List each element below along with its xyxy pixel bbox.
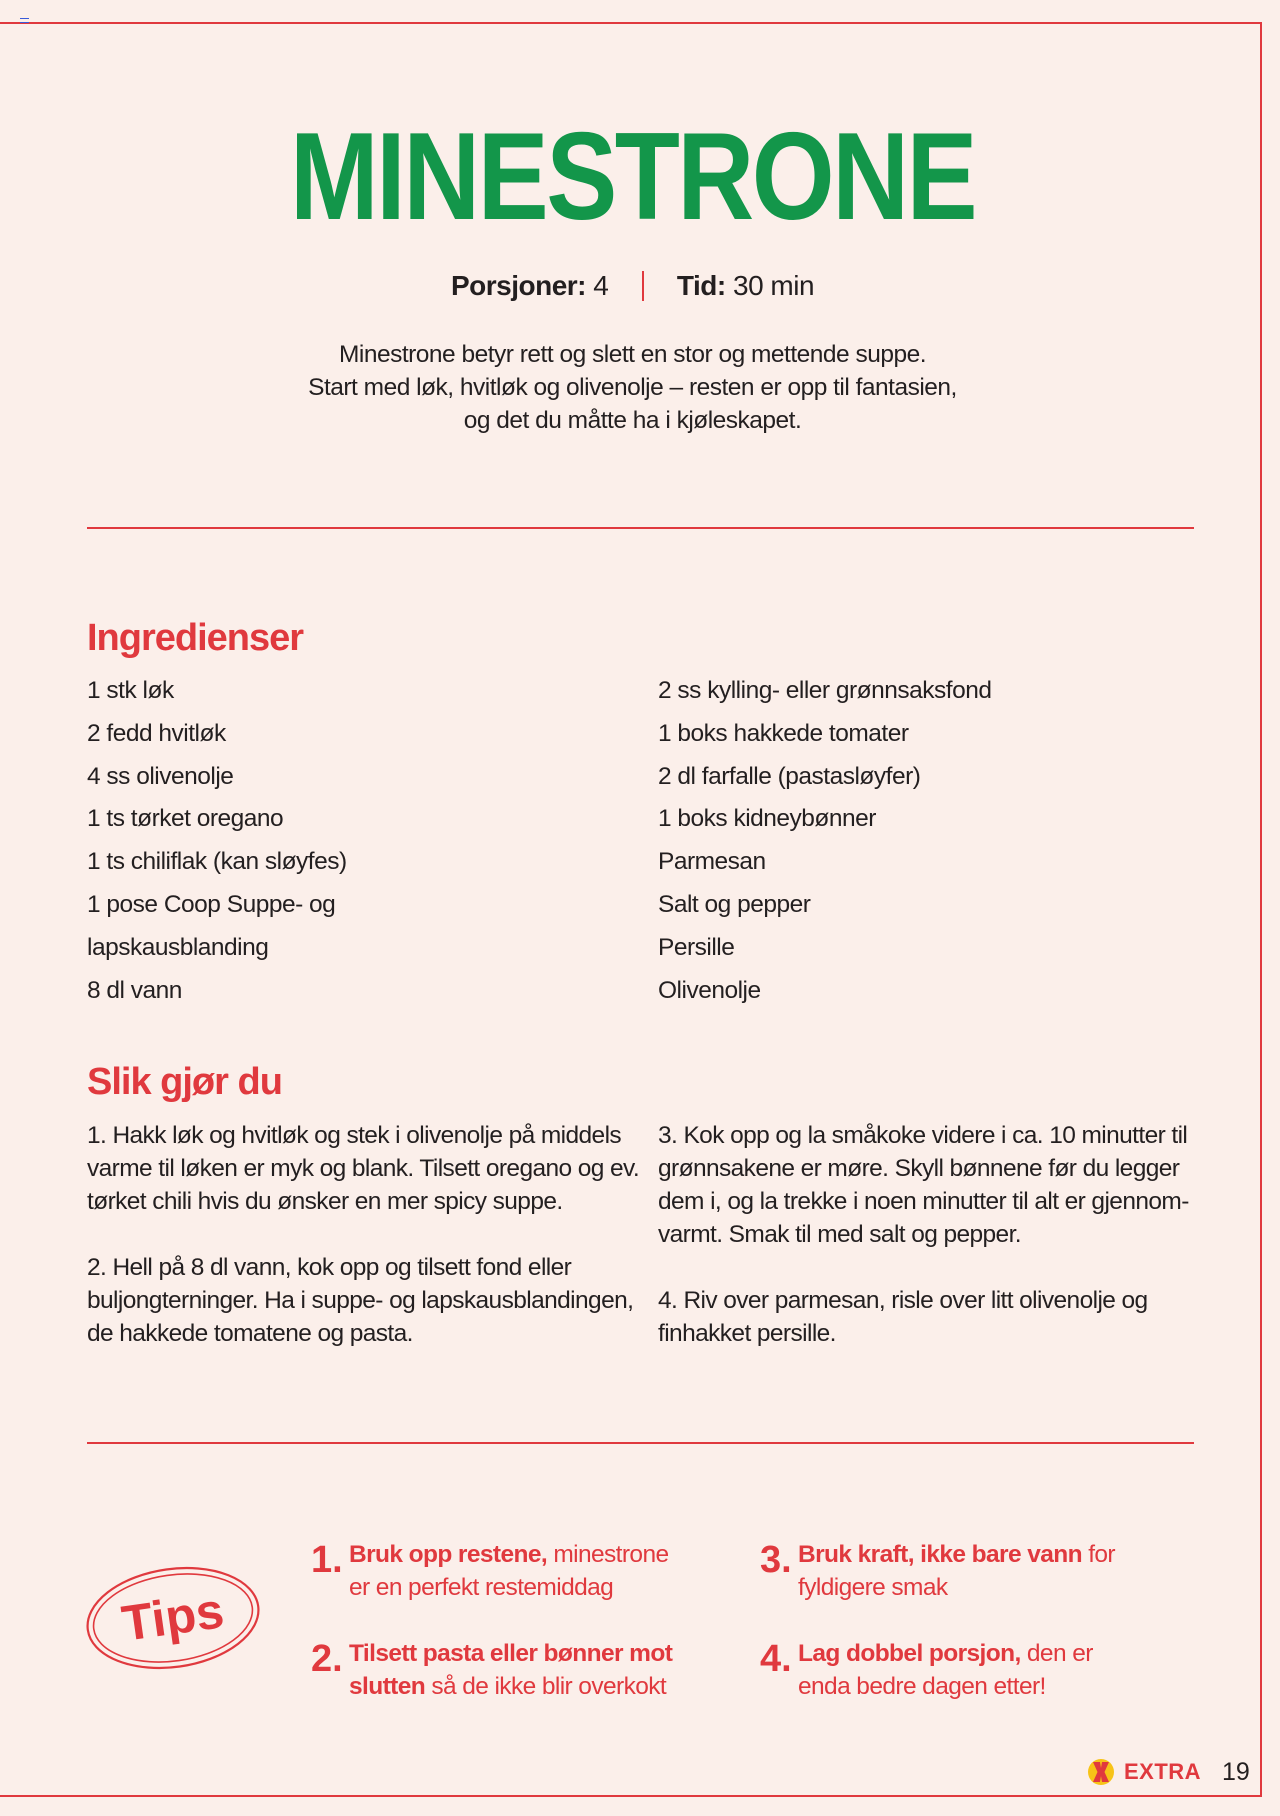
ingredient-item: Olivenolje <box>658 976 761 1004</box>
tip-rest: for fyldigere smak <box>798 1541 1115 1601</box>
ingredient-item: 8 dl vann <box>87 976 182 1004</box>
time-value: 30 min <box>733 270 815 301</box>
ingredient-item: lapskausblanding <box>87 933 269 961</box>
tip-text <box>349 1637 679 1703</box>
tip-number: 1. <box>311 1539 343 1581</box>
tips-badge <box>84 1562 262 1674</box>
tips-badge-label: Tips <box>118 1582 228 1652</box>
intro-line: og det du måtte ha i kjøleskapet. <box>463 407 802 434</box>
tip-rest: minestrone er en perfekt restemiddag <box>349 1541 669 1601</box>
tip-rest: så de ikke blir overkokt <box>425 1673 667 1700</box>
time-label: Tid: <box>676 270 726 301</box>
step-line: varmt. Smak til med salt og pepper. <box>658 1221 1021 1248</box>
step-line: 4. Riv over parmesan, risle over litt olivenolje og <box>658 1287 1148 1314</box>
tip-bold: Bruk opp restene, <box>349 1541 548 1568</box>
method-step-1 <box>87 1119 647 1218</box>
ingredient-item: 2 fedd hvitløk <box>87 719 226 747</box>
step-line: 1. Hakk løk og hvitløk og stek i olivenolje på middels <box>87 1122 622 1149</box>
ingredient-item: 1 ts tørket oregano <box>87 805 284 833</box>
method-step-3 <box>658 1119 1218 1251</box>
ingredient-item: 1 stk løk <box>87 677 174 704</box>
ingredients-list-right <box>658 670 991 1012</box>
ingredient-item: 1 ts chiliflak (kan sløyfes) <box>87 848 347 876</box>
ingredient-item: 1 boks hakkede tomater <box>658 719 909 747</box>
tip-bold: Tilsett pasta eller bønner mot slutten <box>349 1640 673 1700</box>
ingredient-item: 4 ss olivenolje <box>87 762 234 790</box>
tip-number: 4. <box>760 1638 792 1680</box>
recipe-title: MINESTRONE <box>289 108 976 246</box>
intro-line: Minestrone betyr rett og slett en stor og mettende suppe. <box>338 341 927 368</box>
step-line: 3. Kok opp og la småkoke videre i ca. 10 minutter til <box>658 1122 1188 1149</box>
recipe-intro <box>0 338 1265 437</box>
tip-bold: Bruk kraft, ikke bare vann <box>798 1541 1082 1568</box>
ingredient-item: Persille <box>658 933 735 961</box>
extra-logo <box>1086 1757 1201 1787</box>
tip-rest: den er enda bedre dagen etter! <box>798 1640 1093 1700</box>
tip-number: 2. <box>311 1638 343 1680</box>
ingredient-item: Salt og pepper <box>658 890 811 918</box>
tip-text <box>798 1637 1128 1703</box>
step-line: varme til løken er myk og blank. Tilsett oregano og ev. <box>87 1155 640 1182</box>
ingredient-item: Parmesan <box>658 848 766 876</box>
intro-line: Start med løk, hvitløk og olivenolje – resten er opp til fantasien, <box>308 374 957 401</box>
recipe-meta <box>0 268 1265 304</box>
tip-number: 3. <box>760 1539 792 1581</box>
step-line: grønnsakene er møre. Skyll bønnene før du legger <box>658 1155 1180 1182</box>
tip-text <box>798 1538 1128 1604</box>
step-line: de hakkede tomatene og pasta. <box>87 1320 413 1347</box>
step-line: tørket chili hvis du ønsker en mer spicy suppe. <box>87 1188 563 1215</box>
step-line: dem i, og la trekke i noen minutter til alt er gjennom- <box>658 1188 1189 1215</box>
ingredient-item: 1 boks kidneybønner <box>658 805 876 833</box>
method-step-4 <box>658 1284 1218 1350</box>
divider <box>87 527 1194 529</box>
ingredients-list-left <box>87 670 347 1012</box>
step-line: 2. Hell på 8 dl vann, kok opp og tilsett fond eller <box>87 1254 572 1281</box>
step-line: buljongterninger. Ha i suppe- og lapskausblandingen, <box>87 1287 634 1314</box>
portions-value: 4 <box>593 270 609 301</box>
divider <box>87 1442 1194 1444</box>
tip-text <box>349 1538 679 1604</box>
brand-name: EXTRA <box>1124 1759 1202 1784</box>
method-step-2 <box>87 1251 647 1350</box>
corner-mark <box>20 18 29 23</box>
page-number: 19 <box>1222 1758 1250 1786</box>
ingredient-item: 2 ss kylling- eller grønnsaksfond <box>658 677 992 704</box>
portions-label: Porsjoner: <box>450 270 586 301</box>
extra-x-icon <box>1086 1757 1116 1787</box>
ingredients-heading: Ingredienser <box>87 617 304 659</box>
ingredient-item: 1 pose Coop Suppe- og <box>87 890 336 918</box>
meta-separator <box>642 271 644 301</box>
method-heading: Slik gjør du <box>87 1061 282 1103</box>
step-line: finhakket persille. <box>658 1320 836 1347</box>
ingredient-item: 2 dl farfalle (pastasløyfer) <box>658 762 921 790</box>
tip-bold: Lag dobbel porsjon, <box>798 1640 1021 1667</box>
